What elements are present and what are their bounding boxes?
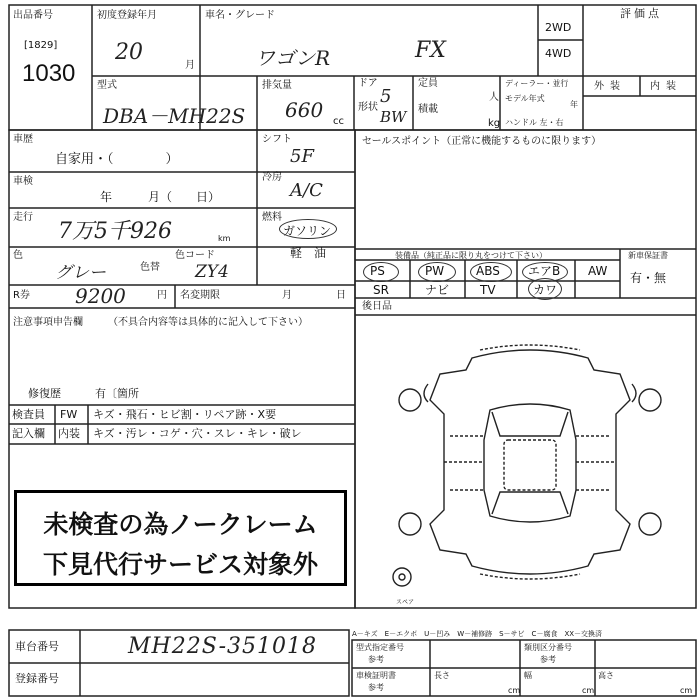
history-value: 自家用・（ ） [55,152,179,167]
repair-history-label: 修復歴 [28,387,61,400]
load-unit: kg [488,118,501,129]
damage-legend: A－キズ E－エクボ U－凹み W－補修跡 S－サビ C－腐食 XX－交換済 [352,630,603,638]
door-value: 5 [380,86,392,107]
load-label: 積載 [418,104,438,115]
lot-number-label: 出品番号 [13,10,53,21]
model-code-label: 型式 [97,80,117,91]
length-label: 長さ [434,671,450,680]
model-year-unit: 年 [570,100,578,109]
repair-history-value: 有〔箇所 [95,387,139,400]
mileage-unit: km [218,234,231,243]
first-registration-label: 初度登録年月 [97,10,157,21]
interior-label: 内装 [650,81,682,92]
selling-points-label: セールスポイント（正常に機能するものに限ります） [362,136,602,147]
shape-label: 形状 [358,102,378,113]
equip-airbag: エアB [528,264,561,278]
entry-label: 記入欄 [12,427,45,440]
displacement-label: 排気量 [262,80,292,91]
recycle-unit: 円 [157,290,167,301]
fuel-diesel: 軽 油 [290,246,327,260]
score-label: 評価点 [620,7,662,20]
mileage-value: 7万5千926 [58,219,172,244]
color-value: グレー [55,263,106,283]
equip-pw-circle [418,262,456,282]
warranty-value: 有・無 [630,271,667,285]
equip-leather-circle [528,278,562,300]
fuel-gasoline: ガソリン [283,224,332,238]
notes-sub-label: （不具合内容等は具体的に記入して下さい） [108,317,308,328]
capacity-label: 定員 [418,78,438,89]
lot-sub-code: [1829] [24,40,58,51]
category-ref: 参考 [540,655,556,664]
drive-4wd: 4WD [545,47,572,60]
car-body-diagram [380,340,680,595]
displacement-value: 660 [285,98,324,122]
length-unit: cm [508,686,521,695]
car-grade-value: FX [415,38,446,63]
car-name-label: 車名・グレード [205,10,275,21]
vehicle-cert-ref: 参考 [368,683,384,692]
fw-text: キズ・飛石・ヒビ割・リペア跡・X要 [93,408,277,421]
lot-number: 1030 [22,60,76,87]
name-change-day: 日 [336,290,346,301]
equip-ps-circle [363,262,399,282]
width-unit: cm [582,686,595,695]
no-claim-stamp [14,490,347,586]
stamp-line-1: 未検査の為ノークレーム [43,510,318,539]
height-label: 高さ [598,671,614,680]
equipment-label: 装備品（純正品に限り丸をつけて下さい） [395,251,547,260]
inspector-label: 検査員 [12,408,45,421]
car-name-value: ワゴンR [255,46,331,70]
recycle-label: R券 [13,290,30,301]
dealer-label: ディーラー・並行 [505,79,569,88]
later-docs-label: 後日品 [362,301,392,312]
name-change-month: 月 [282,290,292,301]
registration-number-label: 登録番号 [15,672,59,685]
name-change-label: 名変期限 [180,290,220,301]
displacement-unit: cc [333,116,344,127]
spare-label: スペア [396,599,415,606]
vehicle-cert-label: 車検証明書 [356,671,396,680]
ac-value: A/C [290,180,323,201]
equip-aw: AW [588,264,608,278]
interior-row-label: 内装 [58,427,80,440]
first-registration-month-unit: 月 [185,60,195,71]
equip-abs-circle [470,262,512,282]
height-unit: cm [680,686,693,695]
color-label: 色 [13,250,23,261]
history-label: 車歴 [13,134,33,145]
color-change-label: 色替 [140,262,160,273]
ac-label: 冷房 [262,172,282,183]
shift-label: シフト [262,134,292,145]
chassis-label: 車台番号 [15,640,59,653]
model-cert-ref: 参考 [368,655,384,664]
model-year-label: モデル年式 [505,94,545,103]
door-label: ドア [358,78,378,89]
drive-2wd: 2WD [545,21,572,34]
fuel-label: 燃料 [262,212,282,223]
interior-text: キズ・汚レ・コゲ・穴・スレ・キレ・破レ [93,427,302,440]
chassis-value: MH22S-351018 [128,634,317,659]
fuel-gasoline-circle [279,219,337,239]
color-code-value: ZY4 [195,262,229,282]
shape-value: BW [380,108,407,126]
equip-ps: PS [370,264,385,278]
equip-sr: SR [373,283,389,297]
equip-leather: カワ [533,283,558,297]
shift-value: 5F [290,146,314,167]
equip-abs: ABS [476,264,500,278]
capacity-unit: 人 [489,92,499,103]
width-label: 幅 [524,671,532,680]
fw-label: FW [60,408,78,421]
new-warranty-label: 新車保証書 [628,251,668,260]
inspection-label: 車検 [13,176,33,187]
equip-tv: TV [480,283,496,297]
handle-label: ハンドル 左・右 [505,118,564,127]
inspection-value: 年 月（ 日） [100,190,221,204]
model-code-value: DBA－MH22S [103,104,246,128]
mileage-label: 走行 [13,212,33,223]
notes-label: 注意事項申告欄 [13,317,83,328]
exterior-label: 外装 [594,81,626,92]
equip-pw: PW [425,264,445,278]
model-cert-label: 型式指定番号 [356,643,404,652]
first-registration-value: 20 [115,40,143,65]
color-code-label: 色コード [175,250,215,261]
stamp-line-2: 下見代行サービス対象外 [42,550,318,579]
category-label: 類別区分番号 [524,643,572,652]
recycle-value: 9200 [75,284,126,308]
equip-navi: ナビ [425,283,450,297]
